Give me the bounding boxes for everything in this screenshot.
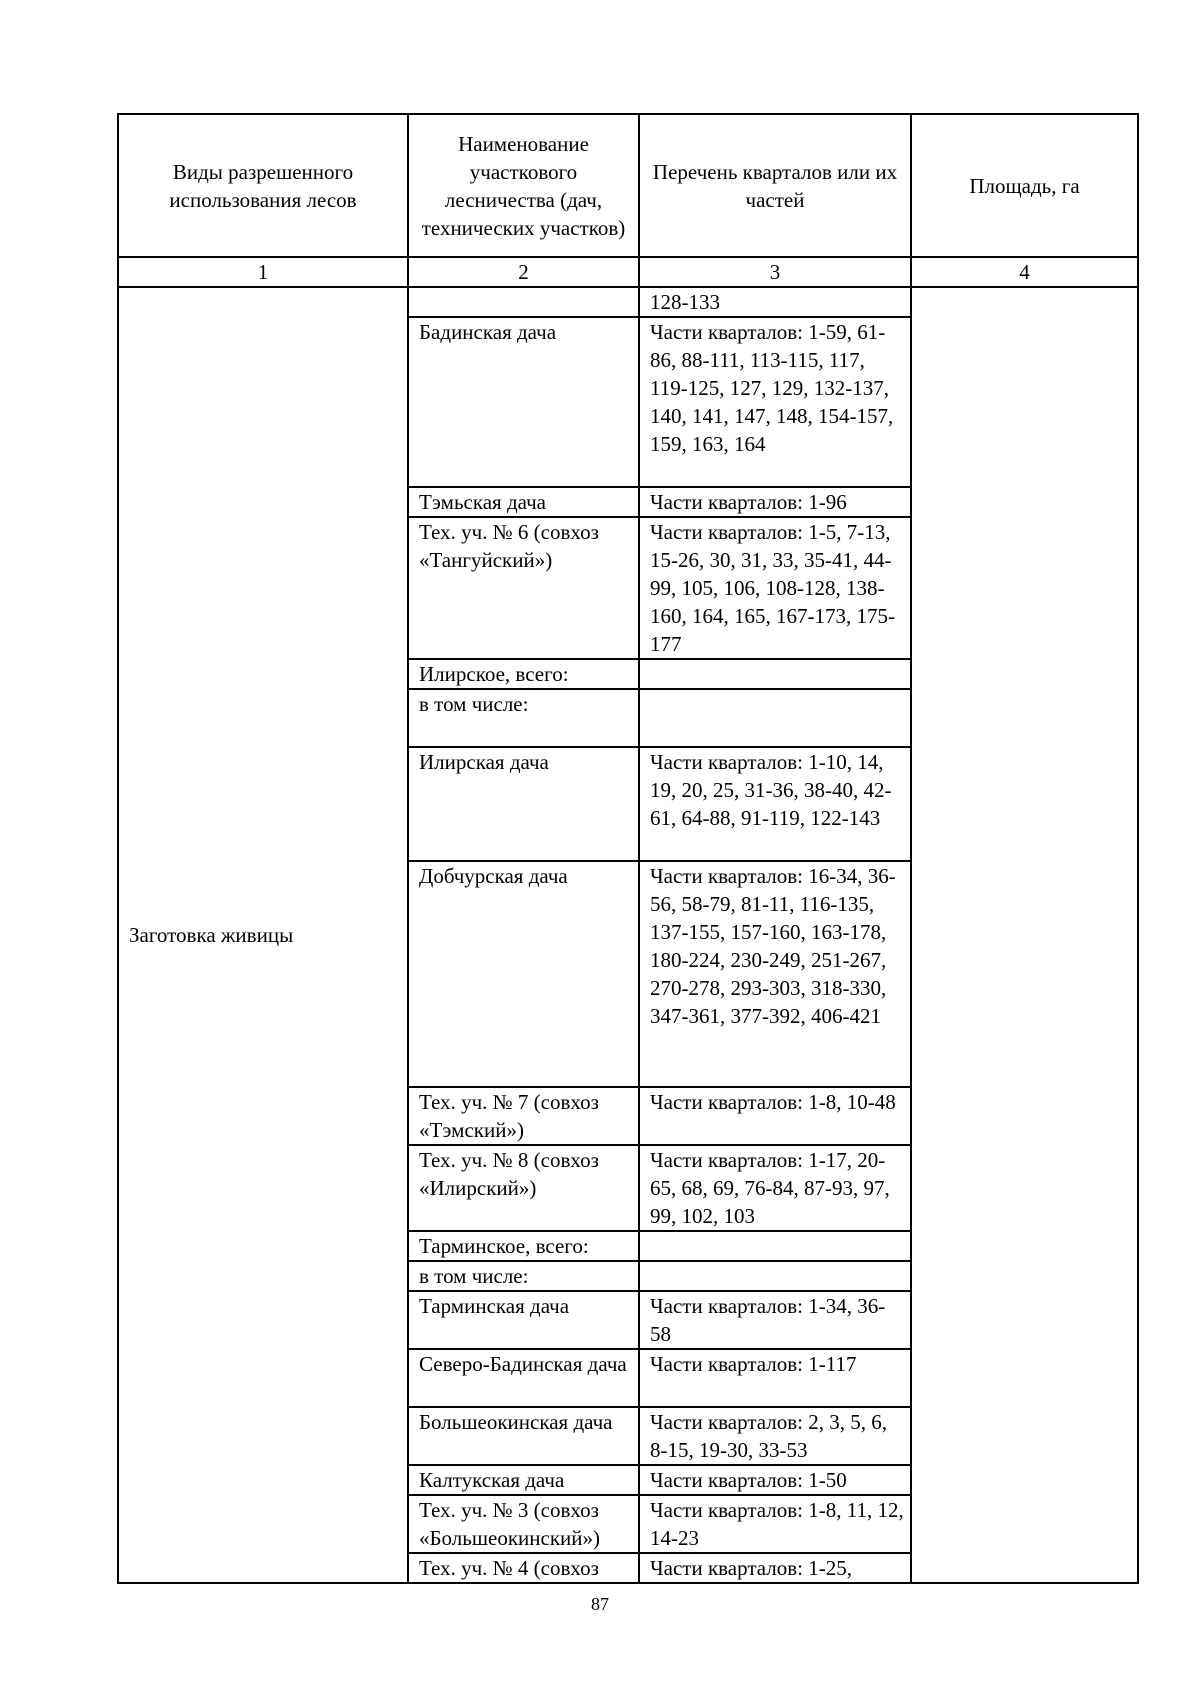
forestry-name-cell: Тех. уч. № 4 (совхоз <box>408 1553 639 1583</box>
forestry-name-cell: Большеокинская дача <box>408 1407 639 1465</box>
quarters-cell: Части кварталов: 1-50 <box>639 1465 911 1495</box>
quarters-cell: 128-133 <box>639 287 911 317</box>
forest-use-table <box>117 113 1139 1584</box>
area-cell <box>911 287 1138 1583</box>
header-forestry-name: Наименование участкового лесничества (дач, технических участков) <box>408 114 639 257</box>
header-area: Площадь, га <box>911 114 1138 257</box>
forestry-name-cell: Тэмьская дача <box>408 487 639 517</box>
forestry-name-cell: в том числе: <box>408 689 639 747</box>
quarters-cell: Части кварталов: 1-117 <box>639 1349 911 1407</box>
quarters-cell: Части кварталов: 1-59, 61-86, 88-111, 113-115, 117, 119-125, 127, 129, 132-137, 140, 141, 147, 148, 154-157, 159, 163, 164 <box>639 317 911 487</box>
forestry-name-cell: Илирская дача <box>408 747 639 861</box>
table-header-row <box>118 114 1138 257</box>
quarters-cell <box>639 659 911 689</box>
forestry-name-cell: Добчурская дача <box>408 861 639 1087</box>
column-number-row <box>118 257 1138 287</box>
forestry-name-cell: Тех. уч. № 7 (совхоз «Тэмский») <box>408 1087 639 1145</box>
column-number: 3 <box>639 257 911 287</box>
forestry-name-cell: Калтукская дача <box>408 1465 639 1495</box>
header-use-type: Виды разрешенного использования лесов <box>118 114 408 257</box>
quarters-cell: Части кварталов: 1-5, 7-13, 15-26, 30, 31, 33, 35-41, 44-99, 105, 106, 108-128, 138-160, 164, 165, 167-173, 175-177 <box>639 517 911 659</box>
quarters-cell: Части кварталов: 16-34, 36-56, 58-79, 81-11, 116-135, 137-155, 157-160, 163-178, 180-224, 230-249, 251-267, 270-278, 293-303, 318-330, 347-361, 377-392, 406-421 <box>639 861 911 1087</box>
quarters-cell: Части кварталов: 1-8, 10-48 <box>639 1087 911 1145</box>
quarters-cell: Части кварталов: 1-17, 20-65, 68, 69, 76-84, 87-93, 97, 99, 102, 103 <box>639 1145 911 1231</box>
quarters-cell: Части кварталов: 1-96 <box>639 487 911 517</box>
quarters-cell: Части кварталов: 1-10, 14, 19, 20, 25, 31-36, 38-40, 42-61, 64-88, 91-119, 122-143 <box>639 747 911 861</box>
forestry-name-cell: Тарминская дача <box>408 1291 639 1349</box>
use-type-cell: Заготовка живицы <box>118 287 408 1583</box>
quarters-cell: Части кварталов: 1-8, 11, 12, 14-23 <box>639 1495 911 1553</box>
forestry-name-cell: Тарминское, всего: <box>408 1231 639 1261</box>
forestry-name-cell: Тех. уч. № 8 (совхоз «Илирский») <box>408 1145 639 1231</box>
forestry-name-cell: Тех. уч. № 3 (совхоз «Большеокинский») <box>408 1495 639 1553</box>
table-row <box>118 287 1138 317</box>
quarters-cell <box>639 1261 911 1291</box>
quarters-cell: Части кварталов: 1-34, 36-58 <box>639 1291 911 1349</box>
forestry-name-cell: Бадинская дача <box>408 317 639 487</box>
table-body <box>118 257 1138 1583</box>
forestry-name-cell <box>408 287 639 317</box>
forestry-name-cell: Северо-Бадинская дача <box>408 1349 639 1407</box>
header-quarters-list: Перечень кварталов или их частей <box>639 114 911 257</box>
forestry-name-cell: Тех. уч. № 6 (совхоз «Тангуйский») <box>408 517 639 659</box>
quarters-cell: Части кварталов: 1-25, <box>639 1553 911 1583</box>
forestry-name-cell: Илирское, всего: <box>408 659 639 689</box>
quarters-cell <box>639 1231 911 1261</box>
quarters-cell: Части кварталов: 2, 3, 5, 6, 8-15, 19-30, 33-53 <box>639 1407 911 1465</box>
column-number: 2 <box>408 257 639 287</box>
column-number: 1 <box>118 257 408 287</box>
forestry-name-cell: в том числе: <box>408 1261 639 1291</box>
column-number: 4 <box>911 257 1138 287</box>
quarters-cell <box>639 689 911 747</box>
page-number: 87 <box>591 1594 609 1614</box>
